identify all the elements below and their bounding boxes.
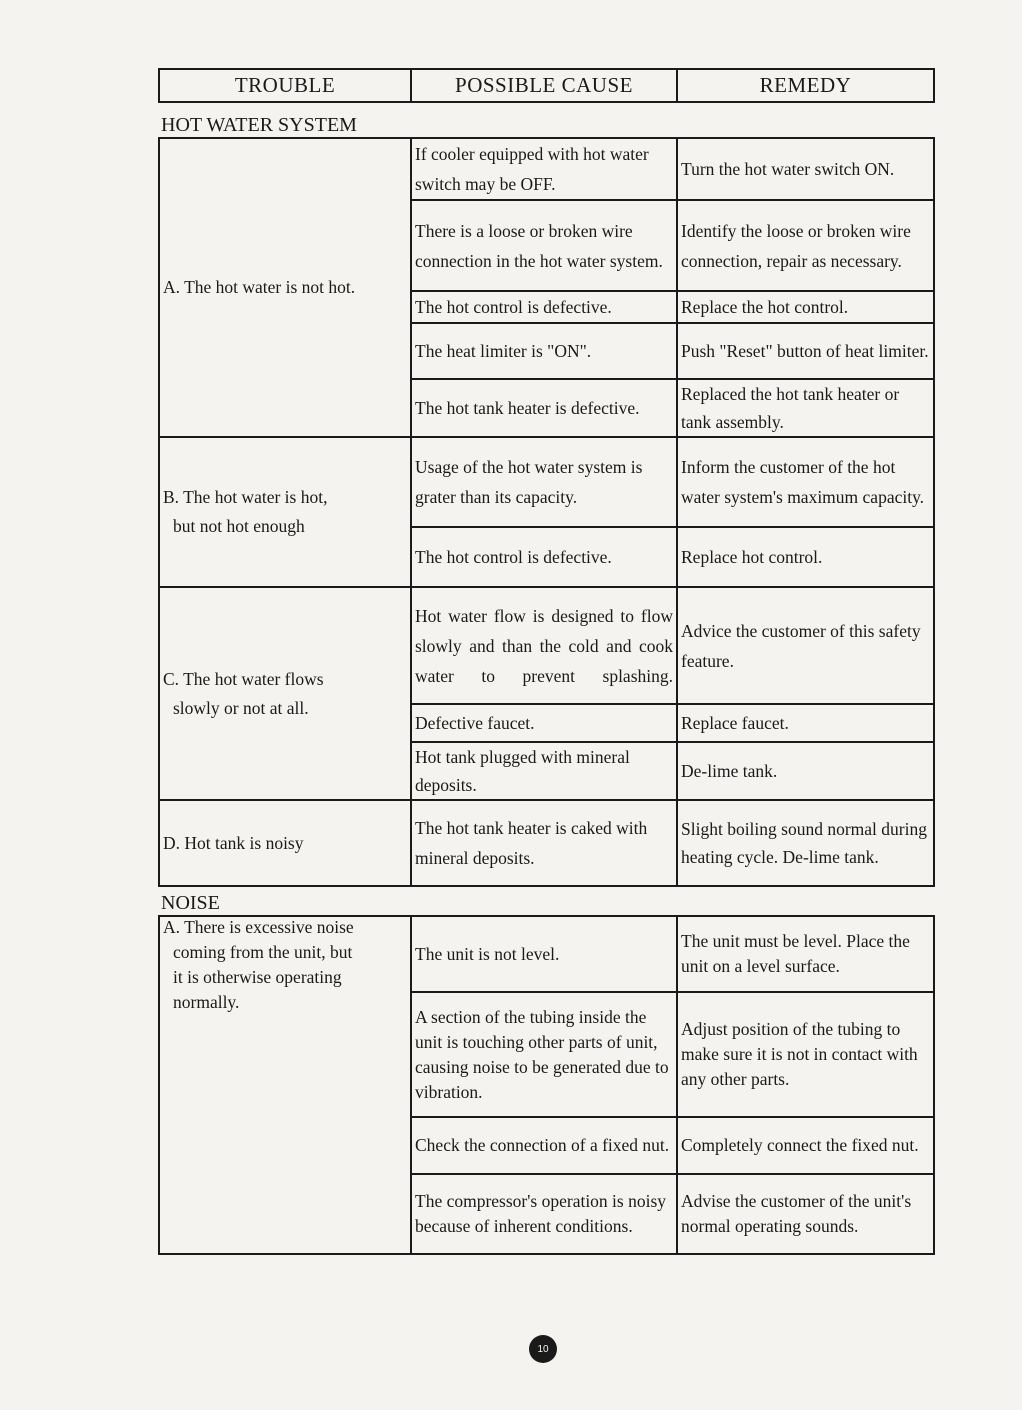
cause-cell: Check the connection of a fixed nut. — [411, 1117, 677, 1174]
cause-cell: The hot control is defective. — [411, 527, 677, 587]
trouble-hot-d: D. Hot tank is noisy — [159, 800, 411, 886]
header-trouble: TROUBLE — [159, 69, 411, 102]
cause-cell: The heat limiter is "ON". — [411, 323, 677, 379]
section-title-noise: NOISE — [161, 892, 220, 914]
remedy-cell: Replaced the hot tank heater or tank assembly. — [677, 379, 934, 437]
remedy-cell: Turn the hot water switch ON. — [677, 138, 934, 200]
remedy-cell: Completely connect the fixed nut. — [677, 1117, 934, 1174]
remedy-cell: The unit must be level. Place the unit on a level surface. — [677, 916, 934, 992]
page-number: 10 — [529, 1335, 557, 1363]
trouble-line: B. The hot water is hot, — [163, 487, 328, 507]
hot-water-table — [158, 137, 935, 887]
cause-cell: Hot tank plugged with mineral deposits. — [411, 742, 677, 800]
remedy-cell: Advice the customer of this safety feature. — [677, 587, 934, 704]
table-row — [159, 916, 934, 992]
cause-cell: If cooler equipped with hot water switch may be OFF. — [411, 138, 677, 200]
remedy-cell: Slight boiling sound normal during heating cycle. De-lime tank. — [677, 800, 934, 886]
trouble-line: A. There is excessive noise — [163, 917, 354, 937]
remedy-cell: Identify the loose or broken wire connection, repair as necessary. — [677, 200, 934, 291]
trouble-line: C. The hot water flows — [163, 668, 324, 689]
remedy-cell: Replace faucet. — [677, 704, 934, 742]
noise-table — [158, 915, 935, 1255]
remedy-cell: Push "Reset" button of heat limiter. — [677, 323, 934, 379]
remedy-cell: Advise the customer of the unit's normal operating sounds. — [677, 1174, 934, 1254]
cause-cell: The compressor's operation is noisy because of inherent conditions. — [411, 1174, 677, 1254]
remedy-cell: Adjust position of the tubing to make sure it is not in contact with any other parts. — [677, 992, 934, 1117]
table-row — [159, 587, 934, 704]
table-row — [159, 800, 934, 886]
header-cause: POSSIBLE CAUSE — [411, 69, 677, 102]
header-table — [158, 68, 935, 103]
cause-cell: Hot water flow is designed to flow slowly and than the cold and cook water to prevent splashing. — [411, 587, 677, 704]
trouble-noise-a — [159, 916, 411, 1254]
trouble-line: it is otherwise operating — [173, 967, 342, 987]
remedy-cell: Replace the hot control. — [677, 291, 934, 323]
cause-cell: Defective faucet. — [411, 704, 677, 742]
table-row — [159, 138, 934, 200]
trouble-line: slowly or not at all. — [173, 697, 309, 718]
cause-cell: Usage of the hot water system is grater than its capacity. — [411, 437, 677, 527]
header-remedy: REMEDY — [677, 69, 934, 102]
table-row — [159, 437, 934, 527]
trouble-hot-a: A. The hot water is not hot. — [159, 138, 411, 437]
remedy-cell: De-lime tank. — [677, 742, 934, 800]
cause-cell: There is a loose or broken wire connection in the hot water system. — [411, 200, 677, 291]
section-title-hot-water: HOT WATER SYSTEM — [161, 114, 357, 136]
cause-cell: The hot control is defective. — [411, 291, 677, 323]
trouble-line: coming from the unit, but — [173, 942, 353, 962]
cause-cell: The hot tank heater is caked with mineral deposits. — [411, 800, 677, 886]
trouble-line: normally. — [173, 992, 240, 1012]
remedy-cell: Replace hot control. — [677, 527, 934, 587]
trouble-line: but not hot enough — [173, 516, 305, 536]
trouble-hot-c — [159, 587, 411, 800]
troubleshooting-page — [158, 68, 933, 1255]
cause-cell: A section of the tubing inside the unit is touching other parts of unit, causing noise to be generated due to vibration. — [411, 992, 677, 1117]
trouble-hot-b — [159, 437, 411, 587]
remedy-cell: Inform the customer of the hot water system's maximum capacity. — [677, 437, 934, 527]
cause-cell: The hot tank heater is defective. — [411, 379, 677, 437]
cause-cell: The unit is not level. — [411, 916, 677, 992]
